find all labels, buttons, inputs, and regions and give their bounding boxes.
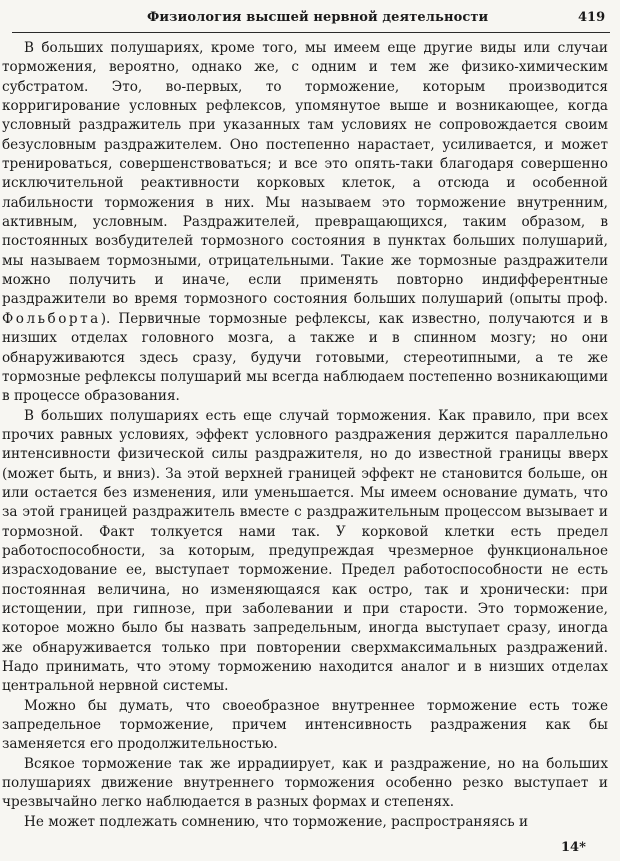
paragraph-text: ). Первичные тормозные рефлексы, как известно, получаются и в низших отделах головного мозга, а также и в спинном мозгу; но они обнаруживаются здесь сразу, будучи готовыми, стереотипными, а те же тормозные рефлексы полушарий мы всегда наблюдаем постепенно возникающими в процессе образования.	[2, 310, 608, 405]
paragraph: Можно бы думать, что своеобразное внутреннее торможение есть тоже запредельное торможение, причем интенсивность раздражения как бы заменяется его продолжительностью.	[2, 697, 608, 753]
signature-mark: 14*	[561, 840, 586, 855]
page-number: 419	[578, 10, 606, 25]
body-text	[2, 39, 608, 832]
header-rule	[12, 32, 610, 33]
paragraph-text: В больших полушариях, кроме того, мы имеем еще другие виды или случаи торможения, вероятно, однако же, с одним и тем же физико-химическим субстратом. Это, во-первых, то торможение, которым производится корригирование условных рефлексов, упомянутое выше и возникающее, когда условный раздражитель при указанных там условиях не сопровождается своим безусловным раздражителем. Оно постепенно нарастает, усиливается, и может тренироваться, совершенствоваться; и все это опять-таки благодаря совершенно исключительной реактивности корковых клеток, а отсюда и особенной лабильности торможения в них. Мы называем это торможение внутренним, активным, условным. Раздражителей, превращающихся, таким образом, в постоянных возбудителей тормозного состояния в пунктах больших полушарий, мы называем тормозными, отрицательными. Такие же тормозные раздражители можно получить и иначе, если применять повторно индифферентные раздражители во время тормозного состояния больших полушарий (опыты проф.	[2, 40, 608, 308]
spaced-name: Фольборта	[2, 310, 101, 327]
running-title: Физиология высшей нервной деятельности	[147, 10, 489, 25]
paragraph: Не может подлежать сомнению, что торможение, распространяясь и	[24, 813, 529, 830]
paragraph	[2, 39, 608, 407]
paragraph: В больших полушариях есть еще случай торможения. Как правило, при всех прочих равных условиях, эффект условного раздражения держится параллельно интенсивности физической силы раздражителя, но до известной границы вверх (может быть, и вниз). За этой верхней границей эффект не становится больше, он или остается без изменения, или уменьшается. Мы имеем основание думать, что за этой границей раздражитель вместе с раздражительным процессом вызывает и тормозной. Факт толкуется нами так. У корковой клетки есть предел работоспособности, за которым, предупреждая чрезмерное функциональное израсходование ее, выступает торможение. Предел работоспособности не есть постоянная величина, но изменяющаяся как остро, так и хронически: при истощении, при гипнозе, при заболевании и при старости. Это торможение, которое можно было бы назвать запредельным, иногда выступает сразу, иногда же обнаруживается только при повторении сверхмаксимальных раздражений. Надо принимать, что этому торможению находится аналог и в низших отделах центральной нервной системы.	[2, 407, 608, 695]
running-header	[0, 0, 620, 30]
paragraph: Всякое торможение так же иррадиирует, как и раздражение, но на больших полушариях движение внутреннего торможения особенно резко выступает и чрезвычайно легко наблюдается в разных формах и степенях.	[2, 755, 608, 811]
